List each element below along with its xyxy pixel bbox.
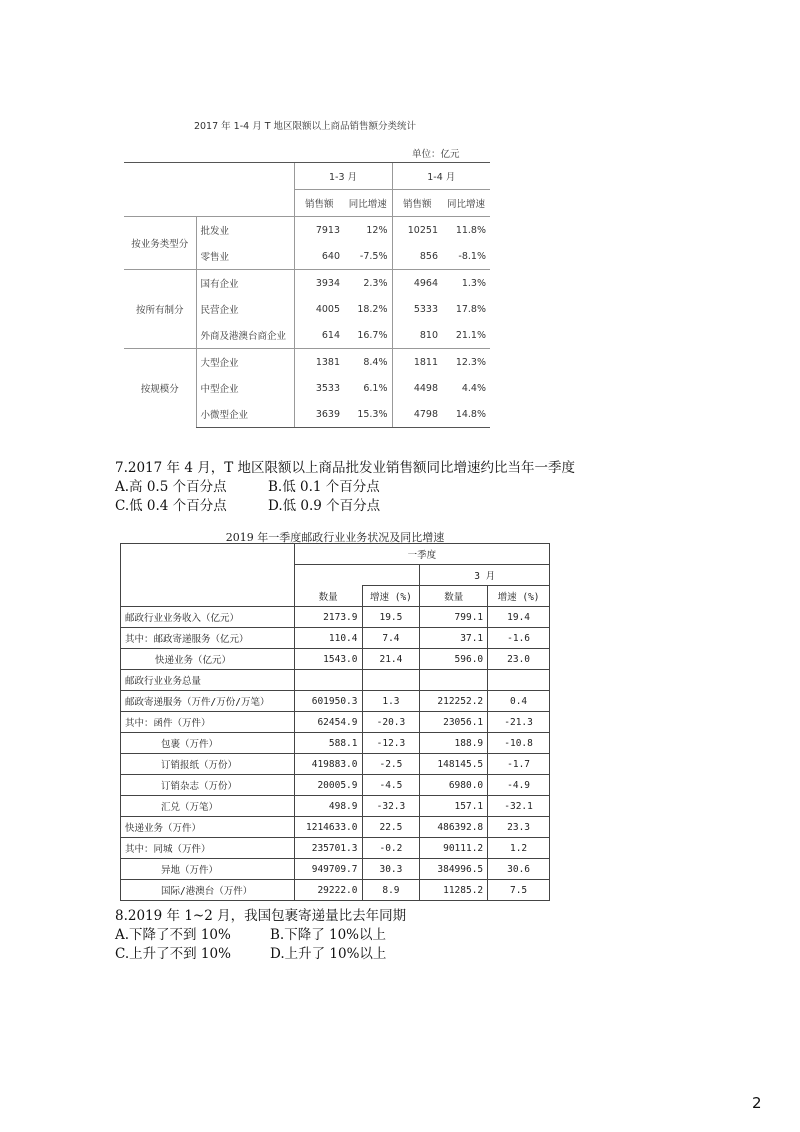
qty-cell: 2173.9: [294, 607, 362, 628]
table-row: [124, 217, 490, 244]
growth-cell: 1.3%: [442, 270, 490, 297]
growth-cell: -2.5: [362, 754, 420, 775]
growth-cell: 30.6: [488, 859, 550, 880]
growth-cell: -1.6: [488, 628, 550, 649]
sales-cell: 4498: [392, 375, 442, 401]
sales-cell: 3934: [294, 270, 344, 297]
table-row: [121, 796, 550, 817]
growth-cell: -7.5%: [359, 250, 388, 262]
question-7-option-b: B.低 0.1 个百分点: [268, 479, 380, 495]
row-label: 其中：邮政寄递服务（亿元）: [121, 628, 295, 649]
qty-cell: 148145.5: [420, 754, 488, 775]
row-label: 其中：函件（万件）: [121, 712, 295, 733]
growth-cell: 0.4: [488, 691, 550, 712]
sales-cell: 3533: [294, 375, 344, 401]
growth-cell: 19.4: [488, 607, 550, 628]
qty-cell: 601950.3: [294, 691, 362, 712]
growth-cell: 22.5: [362, 817, 420, 838]
growth-cell: 19.5: [362, 607, 420, 628]
growth-cell: 21.4: [362, 649, 420, 670]
question-7-option-d: D.低 0.9 个百分点: [268, 498, 381, 514]
growth-cell: -20.3: [362, 712, 420, 733]
qty-cell: 90111.2: [420, 838, 488, 859]
row-label: 零售业: [196, 243, 294, 270]
table-row: [124, 270, 490, 297]
qty-cell: 588.1: [294, 733, 362, 754]
qty-cell: 37.1: [420, 628, 488, 649]
page-number: 2: [752, 1094, 762, 1112]
growth-cell: 6.1%: [363, 382, 388, 394]
qty-cell: 157.1: [420, 796, 488, 817]
row-label: 订销报纸（万份）: [121, 754, 295, 775]
sales-cell: 810: [392, 322, 442, 349]
row-label: 国有企业: [196, 270, 294, 297]
qty-cell: 29222.0: [294, 880, 362, 901]
qty-cell: 11285.2: [420, 880, 488, 901]
row-label: 中型企业: [196, 375, 294, 401]
qty-cell: 212252.2: [420, 691, 488, 712]
sales-cell: 10251: [392, 217, 442, 244]
growth-cell: -1.7: [488, 754, 550, 775]
col-qty-header: 数量: [294, 586, 362, 607]
sales-cell: 1811: [392, 349, 442, 376]
question-8-option-b: B.下降了 10%以上: [270, 927, 387, 943]
growth-cell: [362, 670, 420, 691]
growth-cell: -4.5: [362, 775, 420, 796]
qty-cell: 1214633.0: [294, 817, 362, 838]
row-label: 快递业务（亿元）: [121, 649, 295, 670]
sales-cell: 3639: [294, 401, 344, 428]
growth-cell: -12.3: [362, 733, 420, 754]
growth-cell: 23.3: [488, 817, 550, 838]
growth-cell: 15.3%: [344, 401, 392, 428]
row-label: 包裹（万件）: [121, 733, 295, 754]
row-label: 外商及港澳台商企业: [196, 322, 294, 349]
table-row: [121, 775, 550, 796]
table2-q1-header: 一季度: [294, 544, 549, 565]
sales-cell: 614: [294, 322, 344, 349]
qty-cell: 20005.9: [294, 775, 362, 796]
table2-title: 2019 年一季度邮政行业业务状况及同比增速: [225, 531, 445, 544]
question-7-option-c: C.低 0.4 个百分点: [115, 498, 227, 514]
qty-cell: 498.9: [294, 796, 362, 817]
row-label: 批发业: [196, 217, 294, 244]
sales-cell: 1381: [294, 349, 344, 376]
growth-cell: -8.1%: [458, 250, 486, 262]
table1-header-row: [124, 163, 490, 190]
sales-table: [124, 162, 490, 428]
table-row: [121, 754, 550, 775]
question-8-stem: 8.2019 年 1~2 月，我国包裹寄递量比去年同期: [115, 908, 407, 924]
postal-table: [120, 543, 550, 901]
table2-blank-cell: [294, 565, 420, 586]
table-row: [121, 838, 550, 859]
growth-cell: 11.8%: [442, 217, 490, 244]
table-row: [121, 733, 550, 754]
growth-cell: 7.4: [362, 628, 420, 649]
row-label: 邮政行业业务总量: [121, 670, 295, 691]
qty-cell: 62454.9: [294, 712, 362, 733]
table-row: [121, 712, 550, 733]
row-label: 大型企业: [196, 349, 294, 376]
growth-cell: -32.1: [488, 796, 550, 817]
table-row: [121, 628, 550, 649]
qty-cell: [294, 670, 362, 691]
growth-cell: -10.8: [488, 733, 550, 754]
growth-cell: 14.8%: [442, 401, 490, 428]
row-label: 邮政行业业务收入（亿元）: [121, 607, 295, 628]
table1-period1-header: 1-3 月: [294, 163, 392, 190]
qty-cell: [420, 670, 488, 691]
group-label: 按规模分: [124, 349, 196, 428]
col-growth-header: 增速 (%): [488, 586, 550, 607]
sales-cell: 4005: [294, 296, 344, 322]
col-sales-header: 销售额: [294, 190, 344, 217]
question-7-stem: 7.2017 年 4 月，T 地区限额以上商品批发业销售额同比增速约比当年一季度: [115, 460, 575, 476]
sales-cell: 4798: [392, 401, 442, 428]
row-label: 邮政寄递服务（万件/万份/万笔）: [121, 691, 295, 712]
qty-cell: 486392.8: [420, 817, 488, 838]
question-8-option-a: A.下降了不到 10%: [115, 927, 231, 943]
table1-unit: 单位：亿元: [412, 149, 460, 160]
sales-cell: 640: [294, 243, 344, 270]
row-label: 订销杂志（万份）: [121, 775, 295, 796]
table-row: [121, 649, 550, 670]
col-sales-header: 销售额: [392, 190, 442, 217]
question-7-option-a: A.高 0.5 个百分点: [115, 479, 227, 495]
growth-cell: -0.2: [362, 838, 420, 859]
qty-cell: 384996.5: [420, 859, 488, 880]
growth-cell: 23.0: [488, 649, 550, 670]
col-qty-header: 数量: [420, 586, 488, 607]
qty-cell: 799.1: [420, 607, 488, 628]
row-label: 汇兑（万笔）: [121, 796, 295, 817]
qty-cell: 188.9: [420, 733, 488, 754]
growth-cell: 21.1%: [455, 329, 486, 341]
table2-header-row: [121, 544, 550, 565]
table-row: [121, 691, 550, 712]
col-growth-header: 增速 (%): [362, 586, 420, 607]
growth-cell: 16.7%: [357, 329, 388, 341]
qty-cell: 235701.3: [294, 838, 362, 859]
table-row: [121, 817, 550, 838]
table2-corner-cell: [121, 544, 295, 607]
qty-cell: 23056.1: [420, 712, 488, 733]
sales-cell: 5333: [392, 296, 442, 322]
sales-cell: 4964: [392, 270, 442, 297]
qty-cell: 419883.0: [294, 754, 362, 775]
row-label: 异地（万件）: [121, 859, 295, 880]
row-label: 小微型企业: [196, 401, 294, 428]
row-label: 快递业务（万件）: [121, 817, 295, 838]
growth-cell: 2.3%: [344, 270, 392, 297]
table-row: [124, 349, 490, 376]
col-growth-header: 同比增速: [442, 190, 490, 217]
table1-period2-header: 1-4 月: [392, 163, 490, 190]
qty-cell: 6980.0: [420, 775, 488, 796]
table1-title: 2017 年 1-4 月 T 地区限额以上商品销售额分类统计: [193, 121, 417, 132]
qty-cell: 1543.0: [294, 649, 362, 670]
growth-cell: 30.3: [362, 859, 420, 880]
growth-cell: [488, 670, 550, 691]
row-label: 其中：同城（万件）: [121, 838, 295, 859]
qty-cell: 110.4: [294, 628, 362, 649]
qty-cell: 949709.7: [294, 859, 362, 880]
growth-cell: 1.3: [362, 691, 420, 712]
growth-cell: 7.5: [488, 880, 550, 901]
col-growth-header: 同比增速: [344, 190, 392, 217]
growth-cell: -4.9: [488, 775, 550, 796]
group-label: 按所有制分: [124, 270, 196, 349]
sales-cell: 7913: [294, 217, 344, 244]
row-label: 国际/港澳台（万件）: [121, 880, 295, 901]
growth-cell: 8.9: [362, 880, 420, 901]
question-8-option-d: D.上升了 10%以上: [270, 946, 387, 962]
growth-cell: 1.2: [488, 838, 550, 859]
growth-cell: 18.2%: [357, 303, 388, 315]
sales-cell: 856: [392, 243, 442, 270]
table-row: [121, 670, 550, 691]
table2-m3-header: 3 月: [420, 565, 550, 586]
growth-cell: -32.3: [362, 796, 420, 817]
growth-cell: 12%: [344, 217, 392, 244]
table-row: [121, 859, 550, 880]
growth-cell: -21.3: [488, 712, 550, 733]
table-row: [121, 880, 550, 901]
question-8-option-c: C.上升了不到 10%: [115, 946, 231, 962]
growth-cell: 8.4%: [344, 349, 392, 376]
growth-cell: 4.4%: [461, 382, 486, 394]
group-label: 按业务类型分: [124, 217, 196, 270]
qty-cell: 596.0: [420, 649, 488, 670]
row-label: 民营企业: [196, 296, 294, 322]
table1-corner-cell: [124, 163, 294, 217]
growth-cell: 17.8%: [455, 303, 486, 315]
growth-cell: 12.3%: [442, 349, 490, 376]
table-row: [121, 607, 550, 628]
